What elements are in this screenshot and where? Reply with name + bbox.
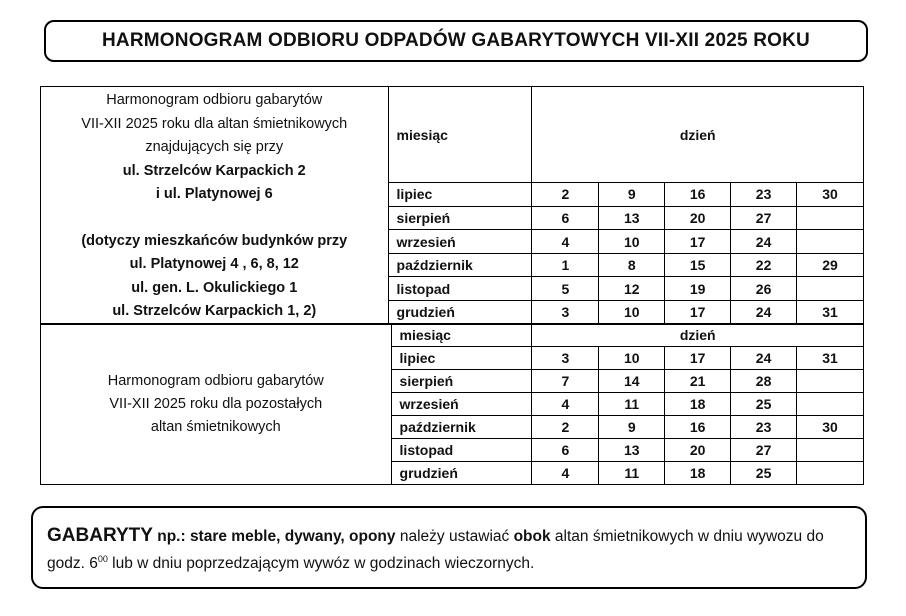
note-gabaryty: GABARYTY [47, 525, 153, 546]
day-header: dzień [532, 87, 864, 183]
note-text-2: altan śmietnikowych w dniu wywozu do godz. 6 [47, 528, 824, 572]
day-header: dzień [532, 324, 864, 347]
note-text-1: należy ustawiać [395, 528, 514, 545]
table-row: sierpień 6 13 20 27 [41, 206, 864, 230]
table-row: lipiec 3 10 17 24 31 [41, 347, 864, 370]
title-box [44, 20, 868, 62]
table-row: wrzesień 4 10 17 24 [41, 230, 864, 254]
table2-description: Harmonogram odbioru gabarytów VII-XII 2025 roku dla pozostałych altan śmietnikowych [41, 324, 392, 485]
month-header: miesiąc [391, 324, 532, 347]
note-obok: obok [513, 528, 551, 545]
note-examples: np.: stare meble, dywany, opony [152, 528, 396, 545]
table-row: lipiec 2 9 16 23 30 [41, 183, 864, 207]
table-row: październik 1 8 15 22 29 [41, 253, 864, 277]
month-header: miesiąc [388, 87, 532, 183]
table-row: grudzień 4 11 18 25 [41, 462, 864, 485]
note-hour-superscript: 00 [97, 553, 108, 564]
note-box [31, 506, 867, 589]
schedule-table-1 [40, 86, 864, 325]
table-row: wrzesień 4 11 18 25 [41, 393, 864, 416]
page-title: HARMONOGRAM ODBIORU ODPADÓW GABARYTOWYCH VII-XII 2025 ROKU [102, 30, 810, 51]
table-row: listopad 6 13 20 27 [41, 439, 864, 462]
table-row: sierpień 7 14 21 28 [41, 370, 864, 393]
table-row: listopad 5 12 19 26 [41, 277, 864, 301]
table1-description: Harmonogram odbioru gabarytów VII-XII 2025 roku dla altan śmietnikowych znajdujących się przy ul. Strzelców Karpackich 2 i ul. Platynowej 6 (dotyczy mieszkańców budynków przy ul. Platynowej 4 , 6, 8, 12 ul. gen. L. Okulickiego 1 ul. Strzelców Karpackich 1, 2) [41, 87, 389, 325]
schedule-table-2 [40, 323, 864, 485]
note-text-3: lub w dniu poprzedzającym wywóz w godzinach wieczornych. [107, 555, 535, 572]
table-row: październik 2 9 16 23 30 [41, 416, 864, 439]
table-row: grudzień 3 10 17 24 31 [41, 300, 864, 324]
